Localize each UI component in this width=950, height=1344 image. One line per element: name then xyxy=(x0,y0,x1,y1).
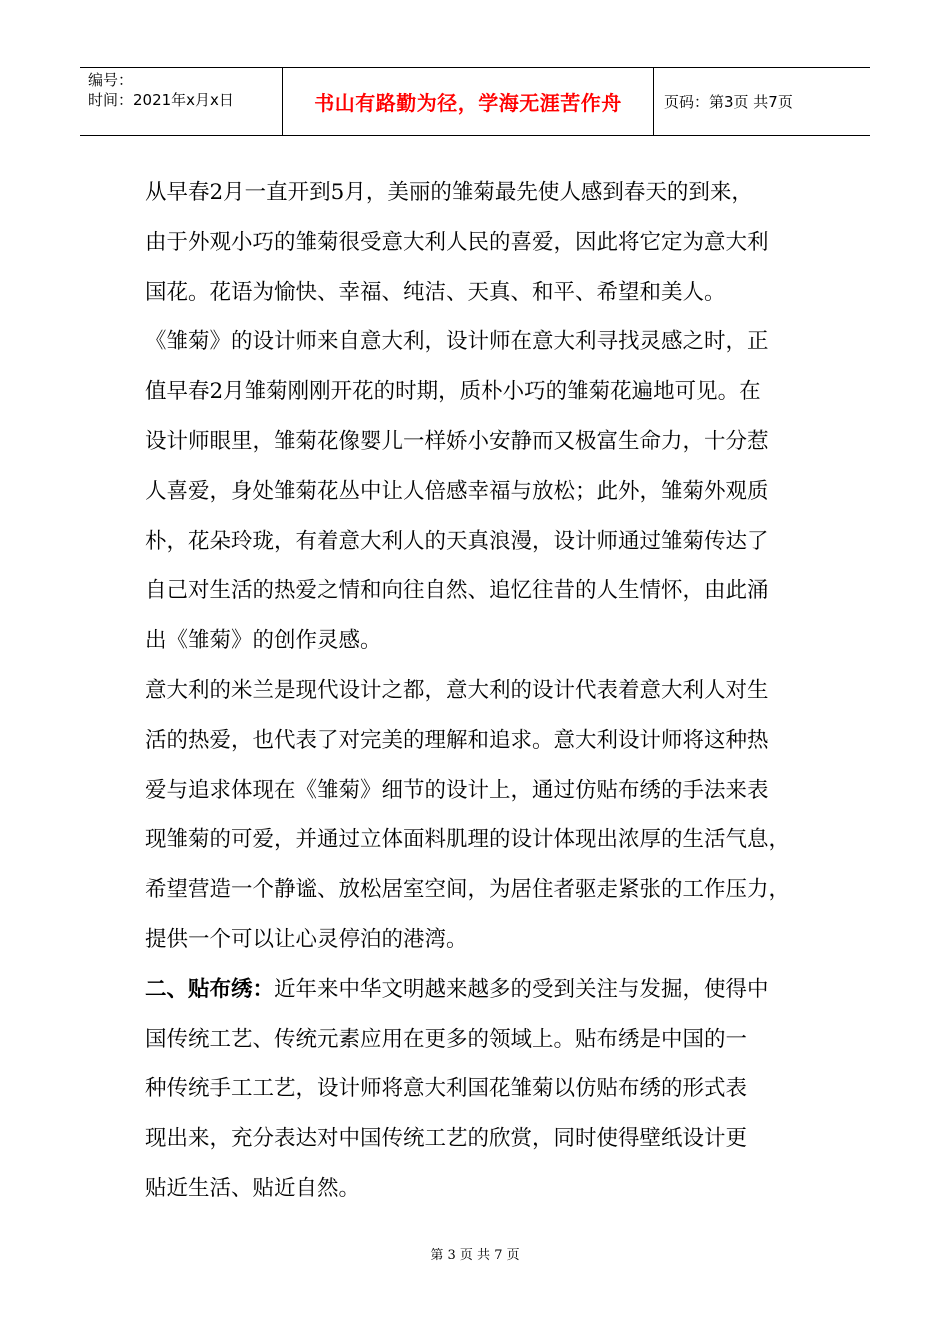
body-line: 种传统手工工艺，设计师将意大利国花雏菊以仿贴布绣的形式表 xyxy=(145,1076,748,1102)
section-heading: 二、贴布绣： xyxy=(145,976,275,1002)
body-line: 朴，花朵玲珑，有着意大利人的天真浪漫，设计师通过雏菊传达了 xyxy=(145,528,769,554)
section-heading-line xyxy=(145,965,825,1015)
document-date: 时间：2021年x月x日 xyxy=(88,91,234,109)
body-line: 贴近生活、贴近自然。 xyxy=(145,1175,361,1201)
body-line: 提供一个可以让心灵停泊的港湾。 xyxy=(145,926,468,952)
page-footer: 第 3 页 共 7 页 xyxy=(430,1248,520,1263)
body-line: 人喜爱，身处雏菊花丛中让人倍感幸福与放松；此外，雏菊外观质 xyxy=(145,478,769,504)
body-line: 希望营造一个静谧、放松居室空间，为居住者驱走紧张的工作压力， xyxy=(145,877,791,903)
body-line: 爱与追求体现在《雏菊》细节的设计上，通过仿贴布绣的手法来表 xyxy=(145,777,769,803)
body-line: 活的热爱，也代表了对完美的理解和追求。意大利设计师将这种热 xyxy=(145,727,769,753)
header-meta xyxy=(80,68,283,135)
body-line: 自己对生活的热爱之情和向往自然、追忆往昔的人生情怀，由此涌 xyxy=(145,578,769,604)
body-line: 意大利的米兰是现代设计之都，意大利的设计代表着意大利人对生 xyxy=(145,677,769,703)
body-line: 出《雏菊》的创作灵感。 xyxy=(145,628,382,654)
body-line: 现雏菊的可爱，并通过立体面料肌理的设计体现出浓厚的生活气息， xyxy=(145,827,791,853)
section-first-line: 近年来中华文明越来越多的受到关注与发掘，使得中 xyxy=(274,976,769,1002)
body-line: 国花。花语为愉快、幸福、纯洁、天真、和平、希望和美人。 xyxy=(145,279,726,305)
body-line: 由于外观小巧的雏菊很受意大利人民的喜爱，因此将它定为意大利 xyxy=(145,229,769,255)
document-number-label: 编号： xyxy=(88,71,134,89)
body-line: 《雏菊》的设计师来自意大利，设计师在意大利寻找灵感之时，正 xyxy=(145,329,769,355)
body-line: 值早春2月雏菊刚刚开花的时期，质朴小巧的雏菊花遍地可见。在 xyxy=(145,379,761,405)
body-line: 设计师眼里，雏菊花像婴儿一样娇小安静而又极富生命力，十分惹 xyxy=(145,428,769,454)
body-line: 现出来，充分表达对中国传统工艺的欣赏，同时使得壁纸设计更 xyxy=(145,1126,748,1152)
document-body xyxy=(145,168,825,1214)
header-motto: 书山有路勤为径，学海无涯苦作舟 xyxy=(283,68,654,135)
header-page-info: 页码：第3页 共7页 xyxy=(664,93,793,111)
body-line: 从早春2月一直开到5月，美丽的雏菊最先使人感到春天的到来， xyxy=(145,180,753,205)
body-line: 国传统工艺、传统元素应用在更多的领域上。贴布绣是中国的一 xyxy=(145,1026,748,1052)
page-header xyxy=(80,67,870,136)
